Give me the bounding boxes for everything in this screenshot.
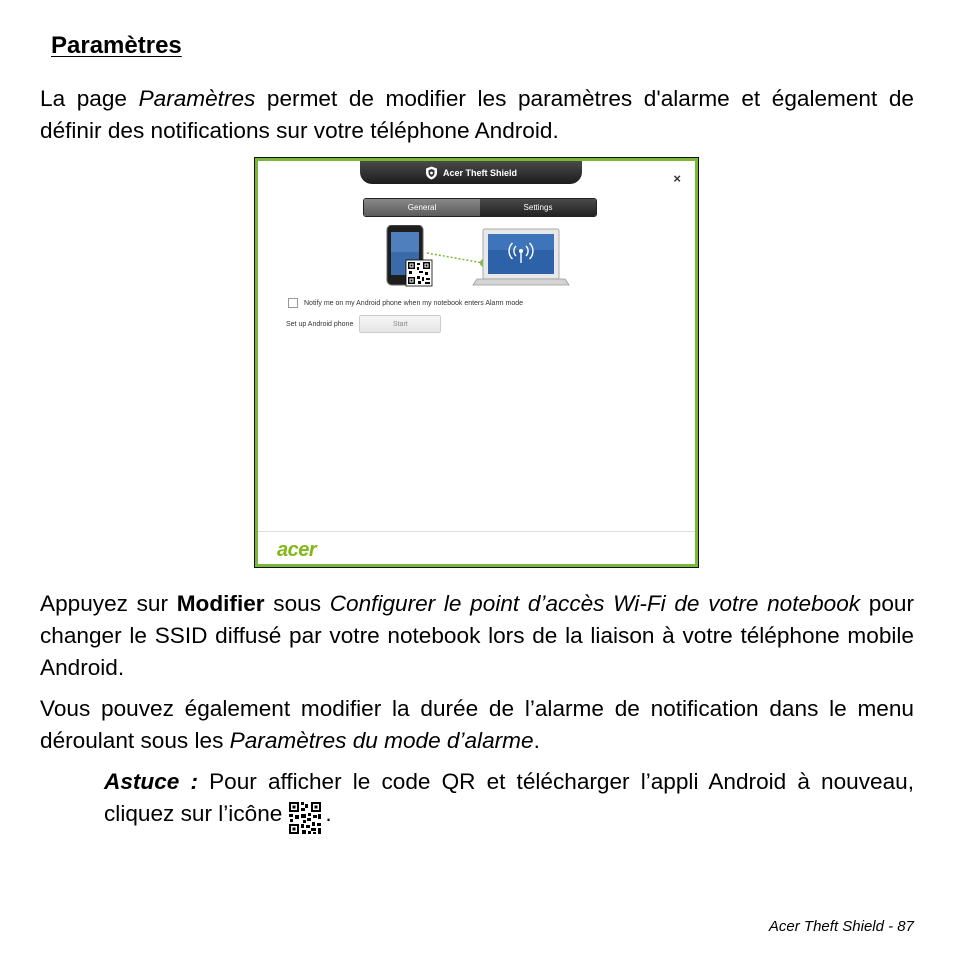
tip-paragraph: Astuce : Pour afficher le code QR et télécharger l’appli Android à nouveau, cliquez sur l’icône . bbox=[104, 766, 914, 835]
page-name-emphasis: Paramètres bbox=[138, 86, 256, 111]
wifi-setting-emphasis: Configurer le point d’accès Wi-Fi de votre notebook bbox=[329, 591, 861, 616]
tab-general[interactable]: General bbox=[364, 199, 480, 216]
notify-checkbox[interactable] bbox=[288, 298, 298, 308]
start-button[interactable]: Start bbox=[359, 315, 441, 333]
window-title: Acer Theft Shield bbox=[442, 167, 517, 178]
app-window bbox=[258, 161, 695, 564]
setup-label: Set up Android phone bbox=[286, 320, 354, 328]
tab-bar bbox=[363, 198, 597, 217]
window-titlebar bbox=[360, 161, 582, 184]
modify-paragraph: Appuyez sur Modifier sous Configurer le point d’accès Wi-Fi de votre notebook pour changer le SSID diffusé par votre notebook lors de la liaison à votre téléphone mobile Android. bbox=[40, 591, 915, 680]
phone-laptop-illustration bbox=[383, 225, 573, 289]
intro-paragraph: La page Paramètres permet de modifier les paramètres d'alarme et également de définir des notifications sur votre téléphone Android. bbox=[40, 86, 914, 143]
svg-text:acer: acer bbox=[277, 539, 317, 561]
notify-checkbox-label: Notify me on my Android phone when my notebook enters Alarm mode bbox=[304, 299, 524, 307]
tab-settings[interactable]: Settings bbox=[480, 199, 596, 216]
qr-code-icon bbox=[288, 801, 322, 835]
alarm-settings-emphasis: Paramètres du mode d’alarme bbox=[229, 728, 534, 753]
qr-code-icon[interactable] bbox=[406, 260, 432, 286]
modify-emphasis: Modifier bbox=[176, 591, 265, 616]
settings-screenshot bbox=[254, 157, 699, 568]
notify-option bbox=[288, 298, 523, 308]
page-footer: Acer Theft Shield - 87 bbox=[768, 918, 914, 935]
shield-icon bbox=[425, 166, 438, 180]
section-heading: Paramètres bbox=[51, 32, 182, 59]
close-icon[interactable]: × bbox=[673, 171, 681, 186]
acer-logo bbox=[275, 539, 345, 561]
footer-divider bbox=[258, 531, 695, 532]
setup-android-row bbox=[286, 315, 441, 333]
alarm-duration-paragraph: Vous pouvez également modifier la durée de l’alarme de notification dans le menu déroulant sous les Paramètres du mode d’alarme. bbox=[40, 696, 914, 753]
tip-label: Astuce : bbox=[104, 769, 198, 794]
